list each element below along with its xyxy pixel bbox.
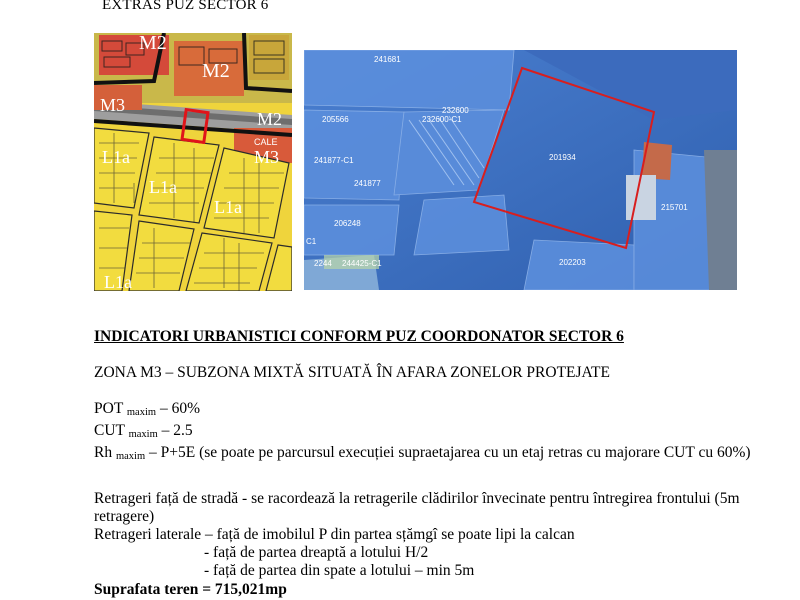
zone-label: M2 [139, 33, 167, 54]
indicator-pot: POT maxim – 60% [94, 400, 200, 418]
zone-label: L1a [104, 272, 132, 291]
satellite-map-image [304, 50, 737, 290]
zone-label: M3 [254, 147, 280, 167]
setback-right: - față de partea dreaptă a lotului H/2 [204, 544, 429, 561]
setbacks-section [94, 490, 754, 580]
satellite-map-graphic [304, 50, 737, 290]
setback-rear: - față de partea din spate a lotului – min 5m [204, 562, 475, 579]
setback-lateral: Retrageri laterale – față de imobilul P din partea sțămgî se poate lipi la calcan [94, 526, 575, 543]
page-top-title: EXTRAS PUZ SECTOR 6 [102, 0, 269, 13]
indicators-list [94, 400, 754, 466]
parcel-label: 232600 [442, 106, 469, 115]
zone-description: ZONA M3 – SUBZONA MIXTĂ SITUATĂ ÎN AFARA ZONELOR PROTEJATE [94, 364, 610, 381]
indicator-rh: Rh maxim – P+5E (se poate pe parcursul execuției supraetajarea cu un etaj retras cu majorare CUT cu 60%) [94, 444, 751, 462]
zoning-map-graphic [94, 33, 292, 291]
indicator-cut: CUT maxim – 2.5 [94, 422, 193, 440]
parcel-label: 241681 [374, 55, 401, 64]
parcel-label: 241877-C1 [314, 156, 354, 165]
parcel-label: 244425-C1 [342, 259, 382, 268]
zone-label: M2 [257, 109, 283, 129]
parcel-label: 2244 [314, 259, 332, 268]
parcel-label: 206248 [334, 219, 361, 228]
zone-label: L1a [149, 177, 177, 197]
parcel-label: 241877 [354, 179, 381, 188]
street-label: CALE [254, 137, 278, 147]
parcel-label: C1 [306, 237, 317, 246]
land-surface: Suprafata teren = 715,021mp [94, 581, 287, 598]
parcel-label: 215701 [661, 203, 688, 212]
zone-label: M3 [100, 95, 126, 115]
zoning-map-image [94, 33, 292, 291]
parcel-label: 201934 [549, 153, 576, 162]
parcel-label: 202203 [559, 258, 586, 267]
parcel-label: 205566 [322, 115, 349, 124]
zone-label: M2 [202, 60, 230, 82]
zone-label: L1a [102, 147, 130, 167]
parcel-label: 232600-C1 [422, 115, 462, 124]
section-heading: INDICATORI URBANISTICI CONFORM PUZ COORDONATOR SECTOR 6 [94, 328, 624, 345]
zone-label: L1a [214, 197, 242, 217]
setback-street: Retrageri față de stradă - se racordează la retragerile clădirilor învecinate pentru întregirea frontului (5m retragere) [94, 490, 740, 525]
